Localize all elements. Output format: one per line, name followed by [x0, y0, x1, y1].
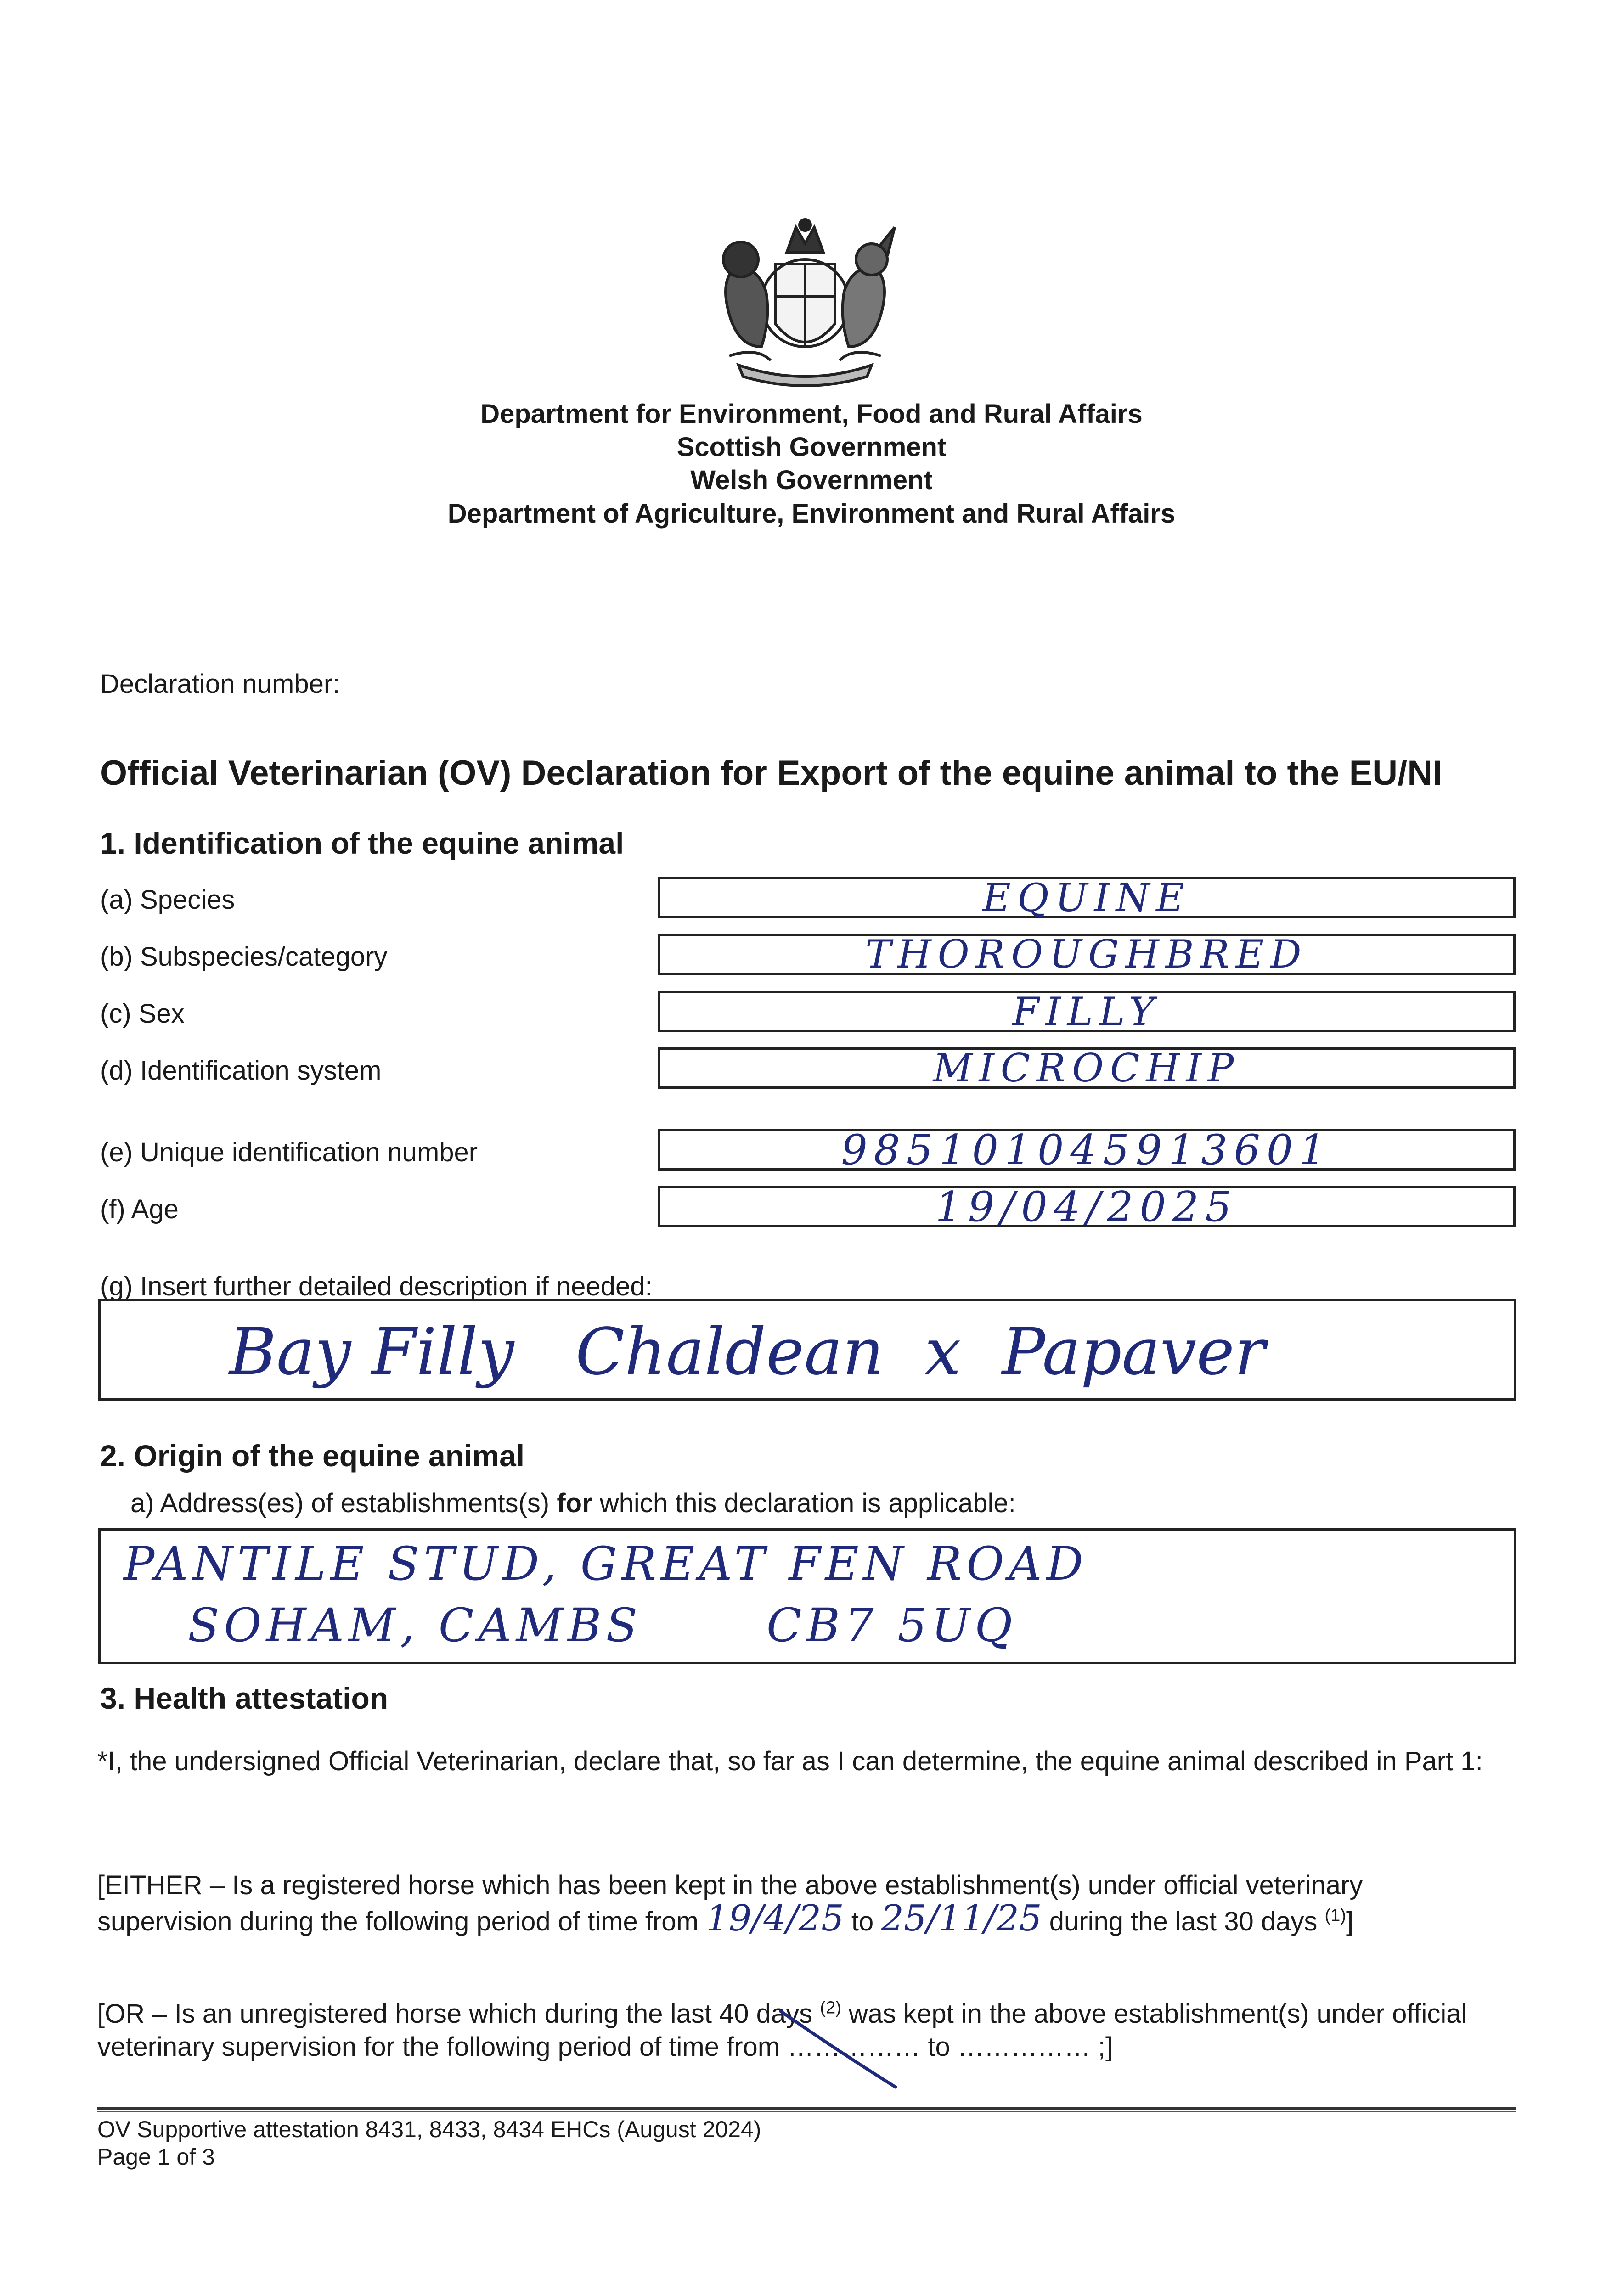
age-label: (f) Age: [100, 1194, 179, 1224]
page-title: Official Veterinarian (OV) Declaration for Export of the equine animal to the EU/NI: [100, 754, 1443, 793]
either-line-1: [EITHER – Is a registered horse which has been kept in the above establishment(s) under official veterinary: [97, 1870, 1363, 1900]
subspecies-value: THOROUGHBRED: [865, 932, 1308, 977]
either-from-date: 19/4/25: [706, 1898, 844, 1939]
department-line: Welsh Government: [690, 465, 933, 495]
unique-id-field[interactable]: [658, 1125, 1516, 1174]
or-line-2: veterinary supervision for the following period of time from …………… to …………… ;]: [97, 2032, 1113, 2062]
unique-id-label: (e) Unique identification number: [100, 1137, 478, 1167]
sex-value: FILLY: [1012, 989, 1161, 1034]
either-line-2: supervision during the following period of time from 19/4/25 to 25/11/25 during the last 30 days $^{(1)}$]: [97, 1898, 1354, 1939]
section-2-heading: 2. Origin of the equine animal: [100, 1439, 525, 1473]
section-3-heading: 3. Health attestation: [100, 1681, 389, 1715]
description-value: Bay Filly Chaldean x Papaver: [229, 1315, 1265, 1390]
subspecies-field[interactable]: [658, 934, 1516, 975]
identification-system-value: MICROCHIP: [933, 1046, 1240, 1091]
postcode: CB7 5UQ: [766, 1598, 1017, 1652]
address-field[interactable]: [98, 1528, 1516, 1664]
footer-rule: [97, 2107, 1516, 2112]
age-field[interactable]: [658, 1182, 1516, 1231]
description-label: (g) Insert further detailed description if needed:: [100, 1272, 653, 1301]
species-value: EQUINE: [982, 875, 1191, 920]
unique-id-value: 985101045913601: [841, 1125, 1332, 1174]
address-line-1: PANTILE STUD, GREAT FEN ROAD: [124, 1537, 1088, 1591]
section-1-heading: 1. Identification of the equine animal: [100, 826, 624, 860]
address-line-2: SOHAM, CAMBS: [188, 1598, 642, 1652]
strike-through-mark: [772, 2002, 909, 2094]
department-line: Scottish Government: [676, 432, 947, 462]
sex-label: (c) Sex: [100, 999, 185, 1029]
department-line: Department for Environment, Food and Rural Affairs: [480, 399, 1143, 429]
either-to-date: 25/11/25: [881, 1898, 1042, 1939]
description-field[interactable]: [98, 1299, 1516, 1401]
address-label: a) Address(es) of establishments(s) for which this declaration is applicable:: [130, 1488, 1016, 1518]
attestation-intro: *I, the undersigned Official Veterinarian, declare that, so far as I can determine, the equine animal described in Part 1:: [97, 1746, 1483, 1776]
identification-system-field[interactable]: [658, 1047, 1516, 1089]
species-label: (a) Species: [100, 885, 235, 915]
subspecies-label: (b) Subspecies/category: [100, 942, 388, 972]
or-line-1: [OR – Is an unregistered horse which during the last 40 days $^{(2)}$ was kept in the above establishment(s) under official: [97, 1998, 1467, 2029]
age-value: 19/04/2025: [935, 1182, 1238, 1231]
species-field[interactable]: [658, 877, 1516, 918]
footer-reference: OV Supportive attestation 8431, 8433, 8434 EHCs (August 2024): [97, 2116, 761, 2142]
sex-field[interactable]: [658, 991, 1516, 1032]
department-line: Department of Agriculture, Environment and Rural Affairs: [447, 499, 1176, 529]
identification-system-label: (d) Identification system: [100, 1056, 382, 1086]
page-number: Page 1 of 3: [97, 2144, 215, 2170]
royal-coat-of-arms-icon: [702, 209, 908, 390]
declaration-number-label: Declaration number:: [100, 669, 340, 699]
